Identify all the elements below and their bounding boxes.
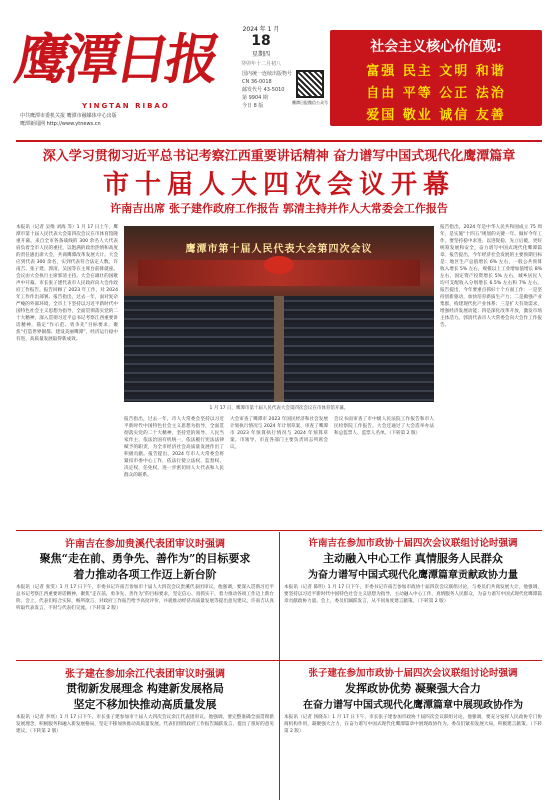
story-headline[interactable]: 发挥政协优势 凝聚强大合力 [345,682,481,695]
story-headline[interactable]: 坚定不移加快推动高质量发展 [73,698,217,711]
conference-photo[interactable] [124,226,434,402]
qr-code-icon[interactable] [296,70,324,98]
issue-line: 今日 8 版 [242,103,264,109]
national-emblem-icon [264,256,294,274]
main-headline[interactable]: 市十届人大四次会议开幕 [102,170,455,200]
qr-caption: 鹰潭日报微信公众号 [292,100,328,105]
website-line[interactable]: 鹰潭新闻网 http://www.ytnews.cn [20,121,101,127]
story-kicker[interactable]: 许南吉在参加贵溪代表团审议时强调 [65,539,225,550]
core-values-line: 爱国 敬业 诚信 友善 [366,108,506,123]
date-lunar: 癸卯年十二月初八 [240,61,281,67]
lead-story-bottom-middle: 大会审查了鹰潭市 2023 年国民经济和社会发展计划执行情况与 2024 年计划草案，审查了鹰潭市 2023 年预算执行情况与 2024 年预算草案。市领导、市直各部门主要负责同志列席会议。 [230,417,328,450]
core-values-line: 富强 民主 文明 和谐 [366,64,506,79]
core-values-line: 自由 平等 公正 法治 [366,86,506,101]
issue-info [242,70,292,110]
row-divider [16,660,542,661]
story-body: 本报讯（记者 陈明）1 月 17 日下午，市委书记许南吉参加市政协十届四次会议联组讨论，与委员们共商发展大计。他强调，要坚持以习近平新时代中国特色社会主义思想为指导，主动融入中心工作，真情服务人民群众，为奋力谱写中国式现代化鹰潭篇章贡献政协力量。会上，委员们踊跃发言，从不同角度建言献策。（下转第 2 版） [284,585,542,604]
photo-caption: 1 月 17 日，鹰潭市第十届人民代表大会第四次会议在市体育馆开幕。 [209,406,349,411]
story-headline[interactable]: 着力推动各项工作迈上新台阶 [73,568,217,581]
story-kicker[interactable]: 张子建在参加市政协十届四次会议联组讨论时强调 [308,668,518,679]
issue-line: 邮发代号 43-5010 [242,87,285,93]
lead-story-left-column: 本报讯（记者 吴维 刘海 等）1 月 17 日上午，鹰潭市第十届人民代表大会第四次会议在市体育馆隆重开幕。来自全市各条战线的 300 余名人大代表肩负着全市人民的重托，以饱满的政治热情和高度的责任感出席大会，共商鹰潭改革发展大计。大会应到代表 300 余名，实到代表符合法定人数。许南吉、张子建、郭清、吴国等在主席台前排就座。会议由大会执行主席郭清主持。大会在雄壮的国歌声中开幕。市长张子建代表市人民政府向大会作政府工作报告。报告回顾了 2023 年工作，对 2024 年工作作出部署。报告指出，过去一年，面对复杂严峻的外部环境，全市上下坚持以习近平新时代中国特色社会主义思想为指导，全面贯彻落实党的二十大精神，深入贯彻习近平总书记考察江西重要讲话精神，锚定“作示范、勇争先”目标要求，聚焦“打造世界铜都、建设美丽鹰潭”，经济运行稳中有进，高质量发展取得新成效。 [16,225,118,342]
issue-line: 国内统一连续出版物号 [242,71,293,77]
story-headline[interactable]: 主动融入中心工作 真情服务人民群众 [323,552,503,565]
core-values-box [330,30,542,126]
story-headline[interactable]: 为奋力谱写中国式现代化鹰潭篇章贡献政协力量 [308,570,518,581]
story-body: 本报讯（记者 李瑶）1 月 17 日下午，市长张子建参加市十届人大四次会议余江代表团审议。他强调，要完整准确全面贯彻新发展理念，积极服务和融入新发展格局，坚定不移加快推动高质量发展。代表们围绕政府工作报告踊跃发言，提出了很好的意见建议。（下转第 2 版） [16,715,274,734]
publisher-line: 中共鹰潭市委机关报 鹰潭市融媒体中心出版 [20,113,117,119]
story-headline[interactable]: 在奋力谱写中国式现代化鹰潭篇章中展现政协作为 [303,700,523,711]
story-kicker[interactable]: 许南吉在参加市政协十届四次会议联组讨论时强调 [308,538,518,549]
photo-banner-text: 鹰潭市第十届人民代表大会第四次会议 [185,244,373,255]
kicker-headline[interactable]: 深入学习贯彻习近平总书记考察江西重要讲话精神 奋力谱写中国式现代化鹰潭篇章 [42,149,516,164]
lead-story-bottom-right: 会议书面审查了市中级人民法院工作报告和市人民检察院工作报告。大会还通过了大会选举办法和总监票人、监票人名单。（下转第 2 版） [334,417,434,436]
date-week: 星期四 [251,51,270,58]
story-body: 本报讯（记者 张雯）1 月 17 日下午，市委书记许南吉参加市十届人大四次会议贵溪代表团审议。他强调，要深入贯彻习近平总书记考察江西重要讲话精神，聚焦“走在前、勇争先、善作为”的目标要求，坚定信心、真抓实干，着力推动各项工作迈上新台阶。会上，代表们结合实际，畅所欲言，对政府工作报告给予高度评价，并就推动经济高质量发展等提出意见建议。许南吉认真听取代表发言，不时与代表们交流。（下转第 2 版） [16,585,274,611]
issue-line: 第 9904 期 [242,95,268,101]
story-headline[interactable]: 聚焦“走在前、勇争先、善作为”的目标要求 [39,552,251,565]
lead-story-right-column: 报告指出，2024 年是中华人民共和国成立 75 周年，是实施“十四五”规划的关键一年。做好今年工作，要坚持稳中求进、以进促稳、先立后破，更好统筹发展和安全，奋力谱写中国式现代化鹰潭篇章。报告提出，今年经济社会发展的主要预期目标是：地区生产总值增长 6% 左右，一般公共预算收入增长 5% 左右，规模以上工业增加值增长 8% 左右，固定资产投资增长 5% 左右，城乡居民人均可支配收入分别增长 6.5% 左右和 7% 左右。报告提出，今年要重点抓好十个方面工作：一是坚持创新驱动，加快培育新质生产力；二是做强产业集群，构建现代化产业体系；三是扩大有效需求，增强经济发展动能；四是深化改革开放，激发市场主体活力。郭清代表市人大常委会向大会作工作报告。 [440,225,542,328]
masthead-divider [16,140,542,142]
center-aisle [274,296,284,402]
logo-pinyin: YINGTAN RIBAO [82,102,170,110]
lead-story-bottom-left: 报告指出，过去一年，市人大常委会坚持以习近平新时代中国特色社会主义思想为指导，全面贯彻落实党的二十大精神，坚持党的领导、人民当家作主、依法治国有机统一，依法履行宪法法律赋予的职责，为全市经济社会高质量发展作出了积极贡献。报告提出，2024 年市人大常委会将紧扣市委中心工作，依法行使立法权、监督权、决定权、任免权，进一步密切同人大代表和人民群众的联系。 [124,417,224,478]
issue-line: CN 36-0018 [242,79,272,85]
sub-headline[interactable]: 许南吉出席 张子建作政府工作报告 郭清主持并作人大常委会工作报告 [110,202,448,215]
date-box [232,24,290,67]
story-kicker[interactable]: 张子建在参加余江代表团审议时强调 [65,669,225,680]
section-divider [16,530,542,531]
story-body: 本报讯（记者 汤晓东）1 月 17 日下午，市长张子建参加市政协十届四次会议联组讨论。他强调，要充分发挥人民政协专门协商机构作用，凝聚强大合力，在奋力谱写中国式现代化鹰潭篇章中展现政协作为。委员们紧扣发展大局，积极建言献策。（下转第 2 版） [284,715,542,734]
story-headline[interactable]: 贯彻新发展理念 构建新发展格局 [66,682,224,695]
newspaper-logo[interactable]: 鹰潭日报 [10,27,222,91]
core-values-title: 社会主义核心价值观: [370,39,502,55]
column-divider [279,532,280,800]
masthead [0,0,558,138]
date-day: 18 [251,33,271,49]
date-year: 2024 年 1 月 [242,26,280,33]
